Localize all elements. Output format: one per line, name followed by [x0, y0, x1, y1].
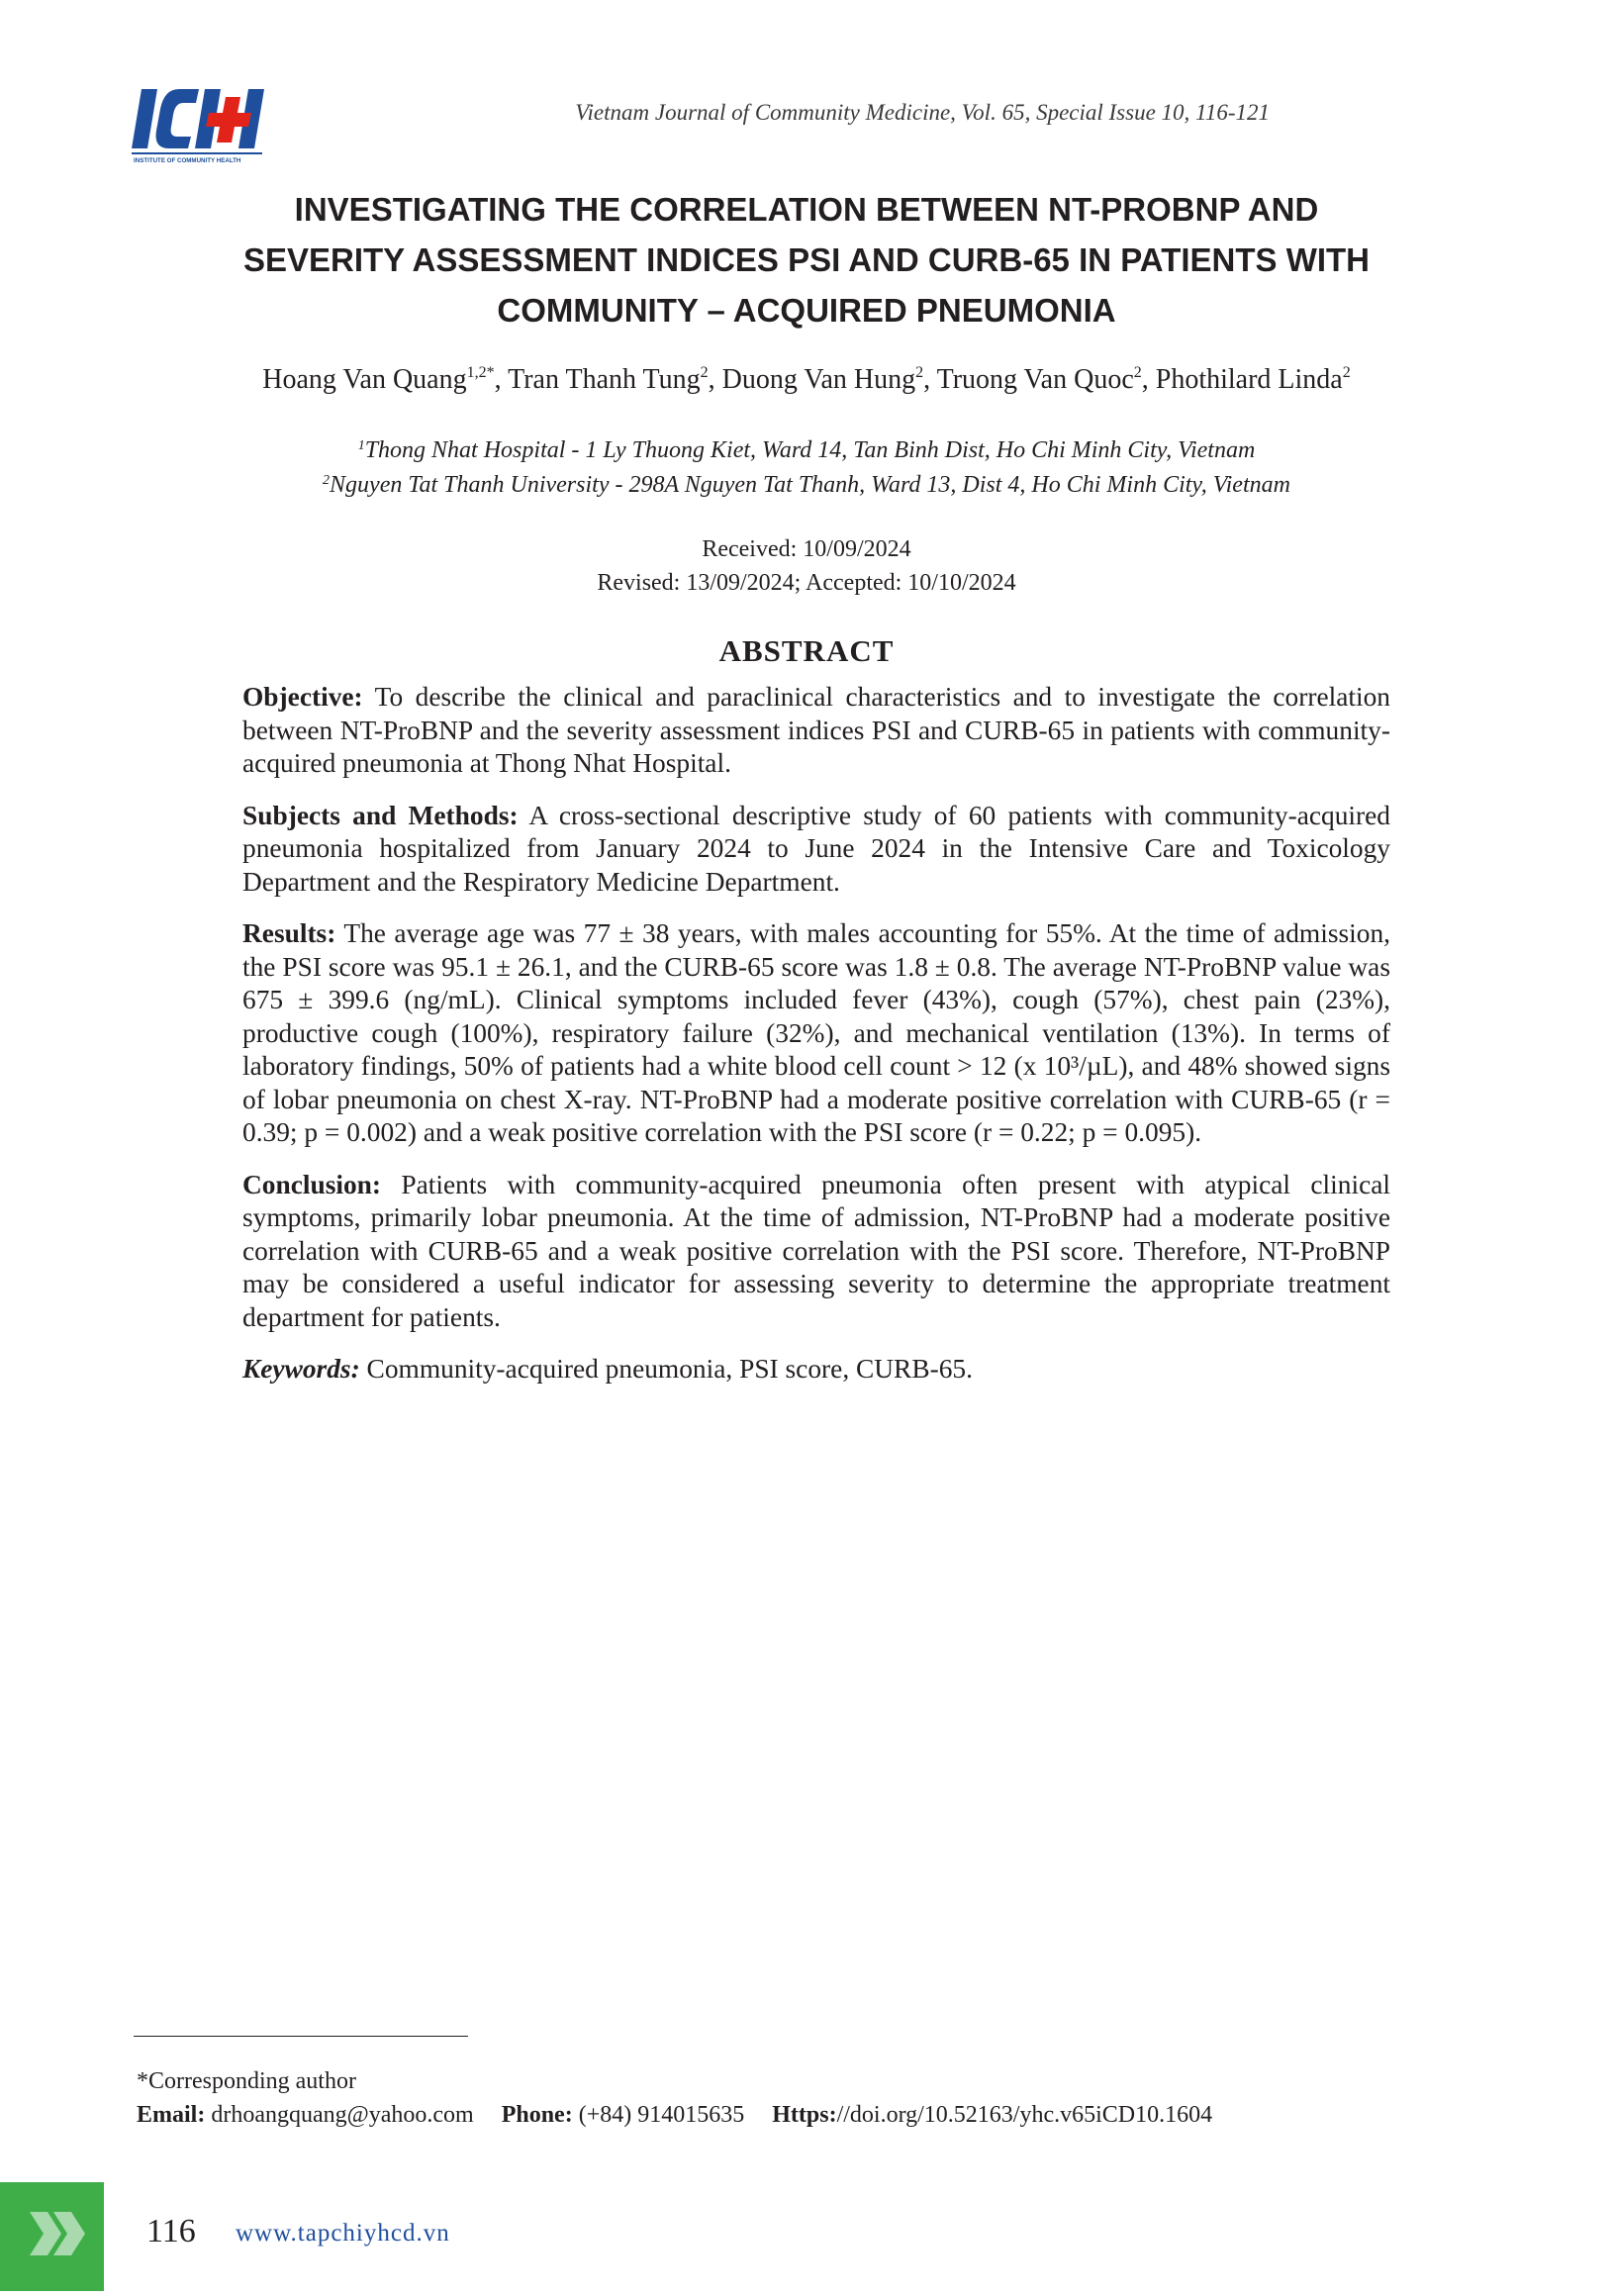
affiliations — [0, 433, 1613, 503]
affiliation-text: Nguyen Tat Thanh University - 298A Nguyen Tat Thanh, Ward 13, Dist 4, Ho Chi Minh City, Vietnam — [330, 472, 1290, 498]
running-header: Vietnam Journal of Community Medicine, Vol. 65, Special Issue 10, 116-121 — [575, 100, 1270, 125]
email-link[interactable]: drhoangquang@yahoo.com — [211, 2102, 474, 2128]
phone-label: Phone: — [501, 2102, 573, 2128]
author-affiliation-sup: 2 — [915, 364, 924, 381]
objective-label: Objective: — [242, 682, 363, 712]
article-title — [0, 184, 1613, 335]
methods-text: A cross-sectional descriptive study of 60 patients with community-acquired pneumonia hospitalized from January 2024 to June 2024 in the Intensive Care and Toxicology Department and the Respiratory Medicine Department. — [242, 800, 1390, 897]
abstract-results — [242, 917, 1390, 1150]
received-date: Received: 10/09/2024 — [702, 536, 911, 562]
doi-link[interactable]: //doi.org/10.52163/yhc.v65iCD10.1604 — [836, 2102, 1213, 2128]
affiliation-sup: 1 — [357, 438, 365, 453]
author-list: Hoang Van Quang$^{1,2*}$, Tran Thanh Tung$^2$, Duong Van Hung$^2$, Truong Van Quoc$^2$, Phothilard Linda$^2$ — [262, 364, 1351, 395]
author-affiliation-sup: 2 — [1133, 364, 1142, 381]
author-name: Truong Van Quoc — [936, 364, 1134, 395]
corresponding-author-note: *Corresponding author — [137, 2068, 356, 2094]
ich-logo-icon — [132, 87, 265, 164]
results-label: Results: — [242, 918, 336, 948]
author-affiliation-sup: 2 — [1342, 364, 1351, 381]
title-line-1: INVESTIGATING THE CORRELATION BETWEEN NT-PROBNP AND — [294, 191, 1319, 228]
author-name: Tran Thanh Tung — [508, 364, 701, 395]
author-name: Duong Van Hung — [721, 364, 916, 395]
footnote-divider — [134, 2036, 468, 2037]
author-affiliation-sup: 1,2* — [466, 364, 495, 381]
keywords-text: Community-acquired pneumonia, PSI score, CURB-65. — [366, 1354, 973, 1384]
footer-tab — [0, 2182, 104, 2291]
abstract-methods — [242, 800, 1390, 900]
conclusion-label: Conclusion: — [242, 1169, 382, 1199]
author-name: Hoang Van Quang — [262, 364, 467, 395]
article-dates — [0, 532, 1613, 600]
title-line-3: COMMUNITY – ACQUIRED PNEUMONIA — [497, 292, 1116, 329]
affiliation-text: Thong Nhat Hospital - 1 Ly Thuong Kiet, Ward 14, Tan Binh Dist, Ho Chi Minh City, Vietnam — [364, 437, 1256, 463]
conclusion-text: Patients with community-acquired pneumonia often present with atypical clinical symptoms, primarily lobar pneumonia. At the time of admission, NT-ProBNP had a moderate positive correlation with CURB-65 and a weak positive correlation with the PSI score. Therefore, NT-ProBNP may be considered a useful indicator for assessing severity to determine the appropriate treatment department for patients. — [242, 1169, 1390, 1332]
email-label: Email: — [137, 2102, 206, 2128]
affiliation-line — [0, 433, 1613, 468]
author-name: Phothilard Linda — [1155, 364, 1343, 395]
abstract-keywords — [242, 1353, 1390, 1387]
abstract-objective — [242, 681, 1390, 781]
abstract-conclusion — [242, 1169, 1390, 1335]
affiliation-sup: 2 — [323, 473, 331, 488]
double-chevron-icon — [0, 2182, 104, 2291]
page-number: 116 — [146, 2213, 196, 2249]
contact-line — [137, 2102, 1212, 2129]
objective-text: To describe the clinical and paraclinical characteristics and to investigate the correlation between NT-ProBNP and the severity assessment indices PSI and CURB-65 in patients with community-acquired pneumonia at Thong Nhat Hospital. — [242, 682, 1390, 778]
affiliation-line — [0, 468, 1613, 503]
abstract-body — [242, 681, 1390, 1405]
results-text: The average age was 77 ± 38 years, with males accounting for 55%. At the time of admission, the PSI score was 95.1 ± 26.1, and the CURB-65 score was 1.8 ± 0.8. The average NT-ProBNP value was 675 ± 399.6 (ng/mL). Clinical symptoms included fever (43%), cough (57%), chest pain (23%), productive cough (100%), respiratory failure (32%), and mechanical ventilation (13%). In terms of laboratory findings, 50% of patients had a white blood cell count > 12 (x 10³/µL), and 48% showed signs of lobar pneumonia on chest X-ray. NT-ProBNP had a moderate positive correlation with CURB-65 (r = 0.39; p = 0.002) and a weak positive correlation with the PSI score (r = 0.22; p = 0.095). — [242, 918, 1390, 1147]
journal-website-link[interactable]: www.tapchiyhcd.vn — [236, 2220, 450, 2247]
author-affiliation-sup: 2 — [700, 364, 709, 381]
methods-label: Subjects and Methods: — [242, 800, 519, 830]
revised-accepted-date: Revised: 13/09/2024; Accepted: 10/10/2024 — [597, 570, 1016, 596]
phone-number: (+84) 914015635 — [578, 2102, 745, 2128]
keywords-label: Keywords: — [242, 1354, 360, 1384]
journal-logo — [132, 87, 265, 164]
abstract-heading: ABSTRACT — [718, 633, 895, 668]
logo-tagline: INSTITUTE OF COMMUNITY HEALTH — [134, 157, 241, 164]
title-line-2: SEVERITY ASSESSMENT INDICES PSI AND CURB-65 IN PATIENTS WITH — [242, 241, 1371, 278]
doi-label: Https: — [772, 2102, 837, 2128]
